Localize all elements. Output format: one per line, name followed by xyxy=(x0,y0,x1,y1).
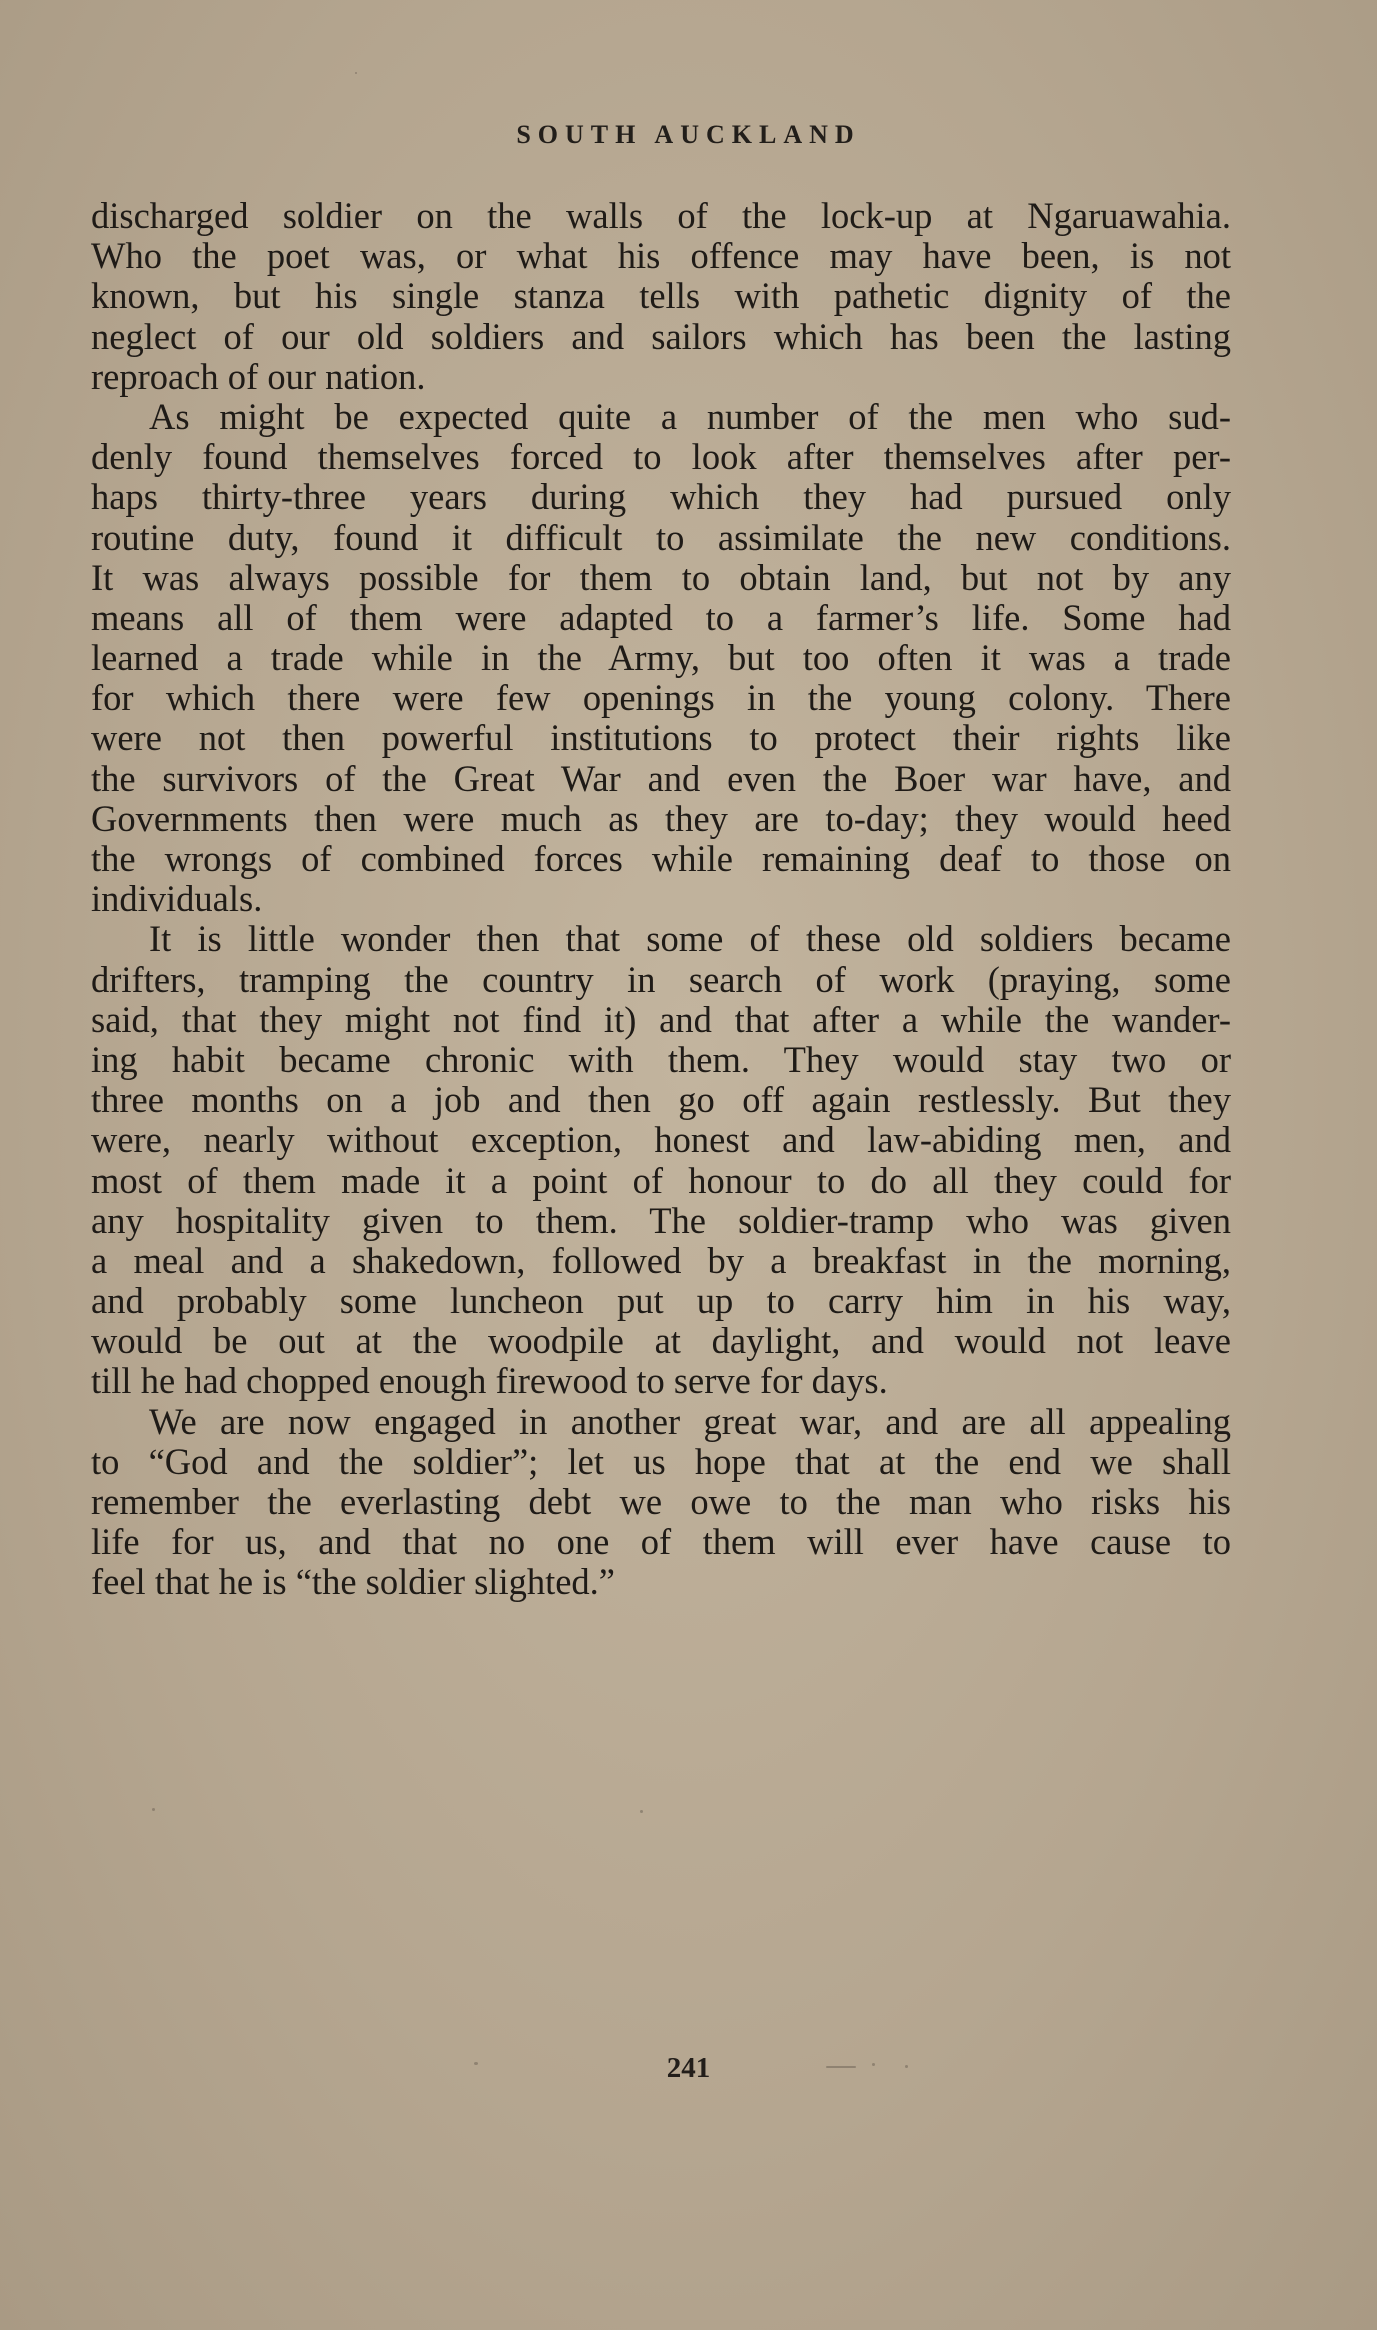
paragraph-start-line: We are now engaged in another great war, and are all appealing xyxy=(149,1400,1231,1442)
text-line: said, that they might not find it) and that after a while the wander- xyxy=(91,998,1231,1040)
text-line: It was always possible for them to obtain land, but not by any xyxy=(91,556,1231,598)
text-line: till he had chopped enough firewood to serve for days. xyxy=(91,1360,888,1402)
running-header: SOUTH AUCKLAND xyxy=(516,120,861,149)
text-line: neglect of our old soldiers and sailors which has been the lasting xyxy=(91,315,1231,357)
paper-speck xyxy=(872,2063,875,2066)
text-line: to “God and the soldier”; let us hope that at the end we shall xyxy=(91,1440,1231,1482)
text-line: known, but his single stanza tells with pathetic dignity of the xyxy=(91,275,1231,317)
text-line: feel that he is “the soldier slighted.” xyxy=(91,1561,616,1603)
paper-speck xyxy=(826,2066,856,2068)
text-line: discharged soldier on the walls of the lock-up at Ngaruawahia. xyxy=(91,195,1231,236)
paper-speck xyxy=(905,2065,908,2068)
paper-speck xyxy=(640,1810,643,1813)
paragraph-start-line: As might be expected quite a number of the men who sud- xyxy=(149,395,1231,437)
text-line: Who the poet was, or what his offence may have been, is not xyxy=(91,235,1231,277)
text-line: the survivors of the Great War and even the Boer war have, and xyxy=(91,757,1231,799)
text-line: and probably some luncheon put up to carry him in his way, xyxy=(91,1280,1231,1322)
text-line: were not then powerful institutions to protect their rights like xyxy=(91,717,1231,759)
text-line: most of them made it a point of honour to do all they could for xyxy=(91,1159,1231,1201)
text-line: individuals. xyxy=(91,878,263,920)
paper-speck xyxy=(474,2062,478,2065)
page-number: 241 xyxy=(666,2052,711,2084)
text-line: remember the everlasting debt we owe to the man who risks his xyxy=(91,1481,1231,1522)
text-line: routine duty, found it difficult to assimilate the new conditions. xyxy=(91,516,1231,558)
text-line: any hospitality given to them. The soldier-tramp who was given xyxy=(91,1199,1231,1241)
text-line: for which there were few openings in the young colony. There xyxy=(91,677,1231,719)
text-line: the wrongs of combined forces while remaining deaf to those on xyxy=(91,838,1231,879)
text-line: ing habit became chronic with them. They would stay two or xyxy=(91,1038,1231,1080)
paper-speck xyxy=(152,1808,155,1811)
text-line: haps thirty-three years during which they had pursued only xyxy=(91,476,1231,518)
text-line: Governments then were much as they are to-day; they would heed xyxy=(91,797,1231,839)
text-line: a meal and a shakedown, followed by a breakfast in the morning, xyxy=(91,1239,1231,1281)
body-text xyxy=(91,196,1231,1603)
text-line: were, nearly without exception, honest and law-abiding men, and xyxy=(91,1119,1231,1161)
paragraph-start-line: It is little wonder then that some of these old soldiers became xyxy=(149,918,1231,960)
text-line: life for us, and that no one of them will ever have cause to xyxy=(91,1521,1231,1563)
text-line: denly found themselves forced to look after themselves after per- xyxy=(91,436,1231,478)
text-line: means all of them were adapted to a farmer’s life. Some had xyxy=(91,596,1231,638)
text-line: drifters, tramping the country in search of work (praying, some xyxy=(91,958,1231,1000)
text-line: three months on a job and then go off again restlessly. But they xyxy=(91,1079,1231,1121)
text-line: would be out at the woodpile at daylight, and would not leave xyxy=(91,1320,1231,1362)
text-line: reproach of our nation. xyxy=(91,355,426,397)
text-line: learned a trade while in the Army, but too often it was a trade xyxy=(91,637,1231,679)
paper-speck xyxy=(355,72,357,74)
